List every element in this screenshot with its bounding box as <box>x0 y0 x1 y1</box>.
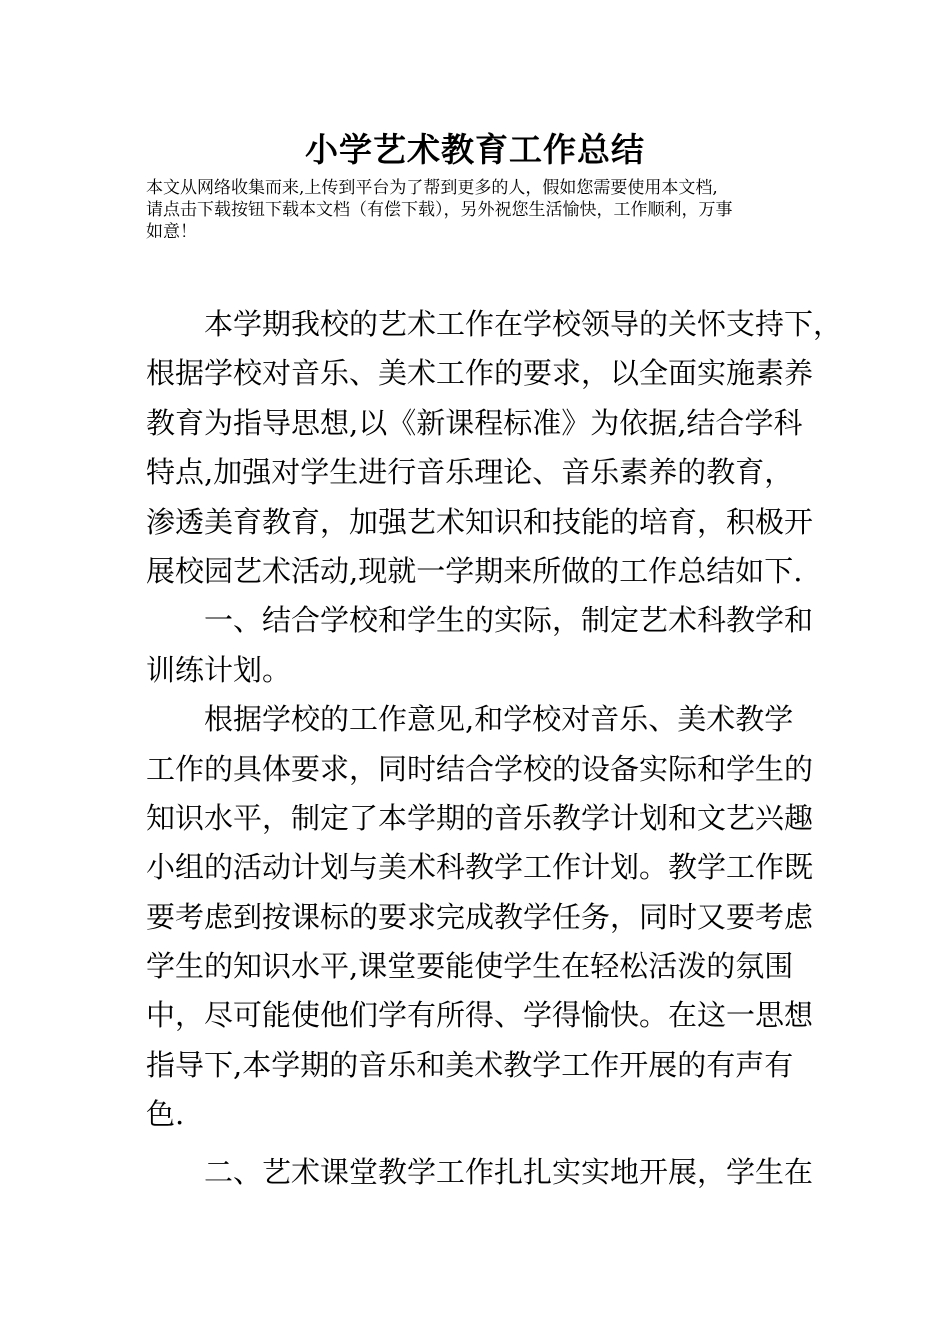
document-body <box>146 300 843 1197</box>
paragraph-line: 色. <box>146 1097 185 1132</box>
paragraph-line: 工作的具体要求，同时结合学校的设备实际和学生的 <box>146 751 814 786</box>
section-heading-2 <box>146 1148 816 1197</box>
paragraph-line: 中，尽可能使他们学有所得、学得愉快。在这一思想 <box>146 998 814 1033</box>
paragraph-line: 小组的活动计划与美术科教学工作计划。教学工作既 <box>146 850 814 885</box>
paragraph-line: 根据学校对音乐、美术工作的要求，以全面实施素养 <box>146 356 814 391</box>
paragraph-line: 渗透美育教育，加强艺术知识和技能的培育，积极开 <box>146 504 814 539</box>
paragraph-plan <box>146 695 816 1140</box>
paragraph-line: 一、结合学校和学生的实际，制定艺术科教学和 <box>204 603 814 638</box>
paragraph-gap <box>146 1140 816 1148</box>
paragraph-line: 根据学校的工作意见,和学校对音乐、美术教学 <box>204 702 794 737</box>
paragraph-line: 二、艺术课堂教学工作扎扎实实地开展，学生在 <box>204 1154 814 1189</box>
paragraph-intro <box>146 300 843 596</box>
paragraph-line: 知识水平，制定了本学期的音乐教学计划和文艺兴趣 <box>146 800 814 835</box>
paragraph-line: 特点,加强对学生进行音乐理论、音乐素养的教育， <box>146 455 794 490</box>
paragraph-line: 要考虑到按课标的要求完成教学任务，同时又要考虑 <box>146 899 814 934</box>
download-notice <box>146 177 816 243</box>
notice-line: 本文从网络收集而来,上传到平台为了帮到更多的人，假如您需要使用本文档, <box>146 178 718 198</box>
document-title: 小学艺术教育工作总结 <box>305 130 645 169</box>
paragraph-line: 展校园艺术活动,现就一学期来所做的工作总结如下. <box>146 553 803 588</box>
paragraph-line: 训练计划。 <box>146 652 292 687</box>
notice-line: 如意！ <box>146 222 197 242</box>
paragraph-line: 教育为指导思想,以《新课程标准》为依据,结合学科 <box>146 405 803 440</box>
paragraph-line: 本学期我校的艺术工作在学校领导的关怀支持下， <box>204 307 843 341</box>
notice-line: 请点击下载按钮下载本文档（有偿下载），另外祝您生活愉快，工作顺利，万事 <box>146 200 733 220</box>
paragraph-line: 指导下,本学期的音乐和美术教学工作开展的有声有 <box>146 1047 794 1082</box>
paragraph-line: 学生的知识水平,课堂要能使学生在轻松活泼的氛围 <box>146 949 794 984</box>
section-heading-1 <box>146 596 816 695</box>
